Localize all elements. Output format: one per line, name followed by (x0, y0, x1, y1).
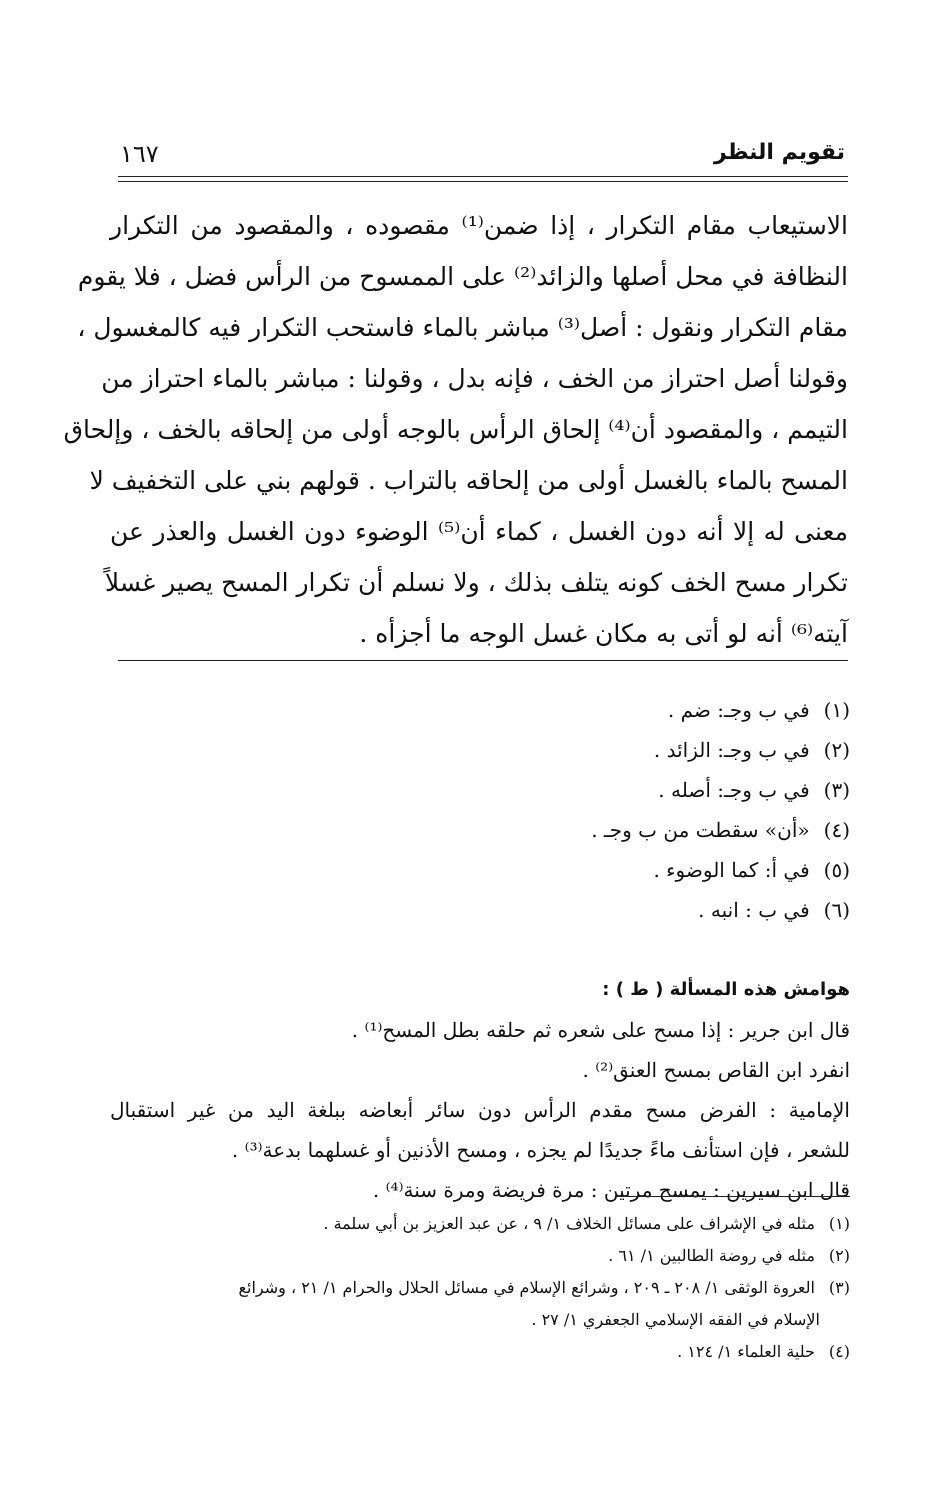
apparatus-note (110, 890, 850, 930)
footnote-separator (118, 660, 848, 661)
reference-note (110, 1208, 850, 1240)
apparatus-note (110, 730, 850, 770)
header-rule-double (118, 181, 848, 182)
note-number: (٣) (828, 1278, 850, 1297)
main-body-text (63, 200, 849, 659)
note-text: العروة الوثقى ١/ ٢٠٨ ـ ٢٠٩ ، وشرائع الإسلام في مسائل الحلال والحرام ١/ ٢١ ، وشرائع (238, 1278, 815, 1297)
note-number: (٢) (823, 738, 850, 762)
note-text: في ب وجـ: الزائد . (653, 738, 810, 762)
page-header (120, 140, 845, 174)
note-number: (٦) (823, 898, 850, 922)
hawamish-title: هوامش هذه المسألة ( ط ) : (602, 979, 850, 1000)
body-line: معنى له إلا أنه دون الغسل ، كماء أن⁽⁵⁾ الوضوء دون الغسل والعذر عن (110, 517, 849, 546)
note-text: مثله في الإشراف على مسائل الخلاف ١/ ٩ ، عن عبد العزيز بن أبي سلمة . (323, 1214, 815, 1233)
body-line: تكرار مسح الخف كونه يتلف بذلك ، ولا نسلم أن تكرار المسح يصير غسلاً (104, 568, 848, 597)
reference-note (110, 1240, 850, 1272)
note-number: (٣) (823, 778, 850, 802)
hawamish-line: للشعر ، فإن استأنف ماءً جديدًا لم يجزه ، ومسح الأذنين أو غسلهما بدعة⁽³⁾ . (231, 1138, 850, 1162)
page-number: ١٦٧ (120, 140, 159, 168)
note-number: (٤) (828, 1342, 850, 1361)
note-text: في أ: كما الوضوء . (653, 858, 810, 882)
note-text: في ب وجـ: أصله . (658, 778, 810, 802)
note-text: في ب : انبه . (698, 898, 810, 922)
apparatus-note (110, 690, 850, 730)
body-line: المسح بالماء بالغسل أولى من إلحاقه بالتراب . قولهم بني على التخفيف لا (89, 466, 848, 495)
apparatus-note (110, 850, 850, 890)
body-line: وقولنا أصل احتراز من الخف ، فإنه بدل ، وقولنا : مباشر بالماء احتراز من (101, 364, 848, 393)
body-line: مقام التكرار ونقول : أصل⁽³⁾ مباشر بالماء فاستحب التكرار فيه كالمغسول ، (77, 313, 848, 342)
hawamish-line: قال ابن جرير : إذا مسح على شعره ثم حلقه بطل المسح⁽¹⁾ . (351, 1018, 850, 1042)
reference-note (110, 1272, 850, 1336)
apparatus-note (110, 770, 850, 810)
body-line: التيمم ، والمقصود أن⁽⁴⁾ إلحاق الرأس بالوجه أولى من إلحاقه بالخف ، وإلحاق (63, 415, 848, 444)
hawamish-section (110, 970, 850, 1210)
reference-note (110, 1336, 850, 1368)
header-rule (118, 176, 848, 177)
note-text-continuation: الإسلام في الفقه الإسلامي الجعفري ١/ ٢٧ . (531, 1310, 820, 1329)
note-text: «أن» سقطت من ب وجـ . (591, 818, 810, 842)
note-text: مثله في روضة الطالبين ١/ ٦١ . (608, 1246, 815, 1265)
body-line: النظافة في محل أصلها والزائد⁽²⁾ على الممسوح من الرأس فضل ، فلا يقوم (77, 262, 848, 291)
hawamish-line: انفرد ابن القاص بمسح العنق⁽²⁾ . (582, 1058, 850, 1082)
hawamish-line: قال ابن سيرين : يمسح مرتين : مرة فريضة ومرة سنة⁽⁴⁾ . (372, 1178, 850, 1202)
body-line: الاستيعاب مقام التكرار ، إذا ضمن⁽¹⁾ مقصوده ، والمقصود من التكرار (110, 211, 848, 240)
note-number: (١) (823, 698, 850, 722)
apparatus-notes (110, 690, 850, 930)
note-text: في ب وجـ: ضم . (667, 698, 810, 722)
note-number: (١) (828, 1214, 850, 1233)
note-number: (٥) (823, 858, 850, 882)
running-title: تقويم النظر (714, 140, 845, 165)
subnote-separator (616, 1196, 850, 1197)
note-number: (٢) (828, 1246, 850, 1265)
apparatus-note (110, 810, 850, 850)
hawamish-line: الإمامية : الفرض مسح مقدم الرأس دون سائر أبعاضه ببلغة اليد من غير استقبال (110, 1098, 850, 1122)
note-text: حلية العلماء ١/ ١٢٤ . (677, 1342, 815, 1361)
reference-notes (110, 1208, 850, 1368)
body-line: آيته⁽⁶⁾ أنه لو أتى به مكان غسل الوجه ما أجزأه . (359, 619, 848, 648)
note-number: (٤) (823, 818, 850, 842)
